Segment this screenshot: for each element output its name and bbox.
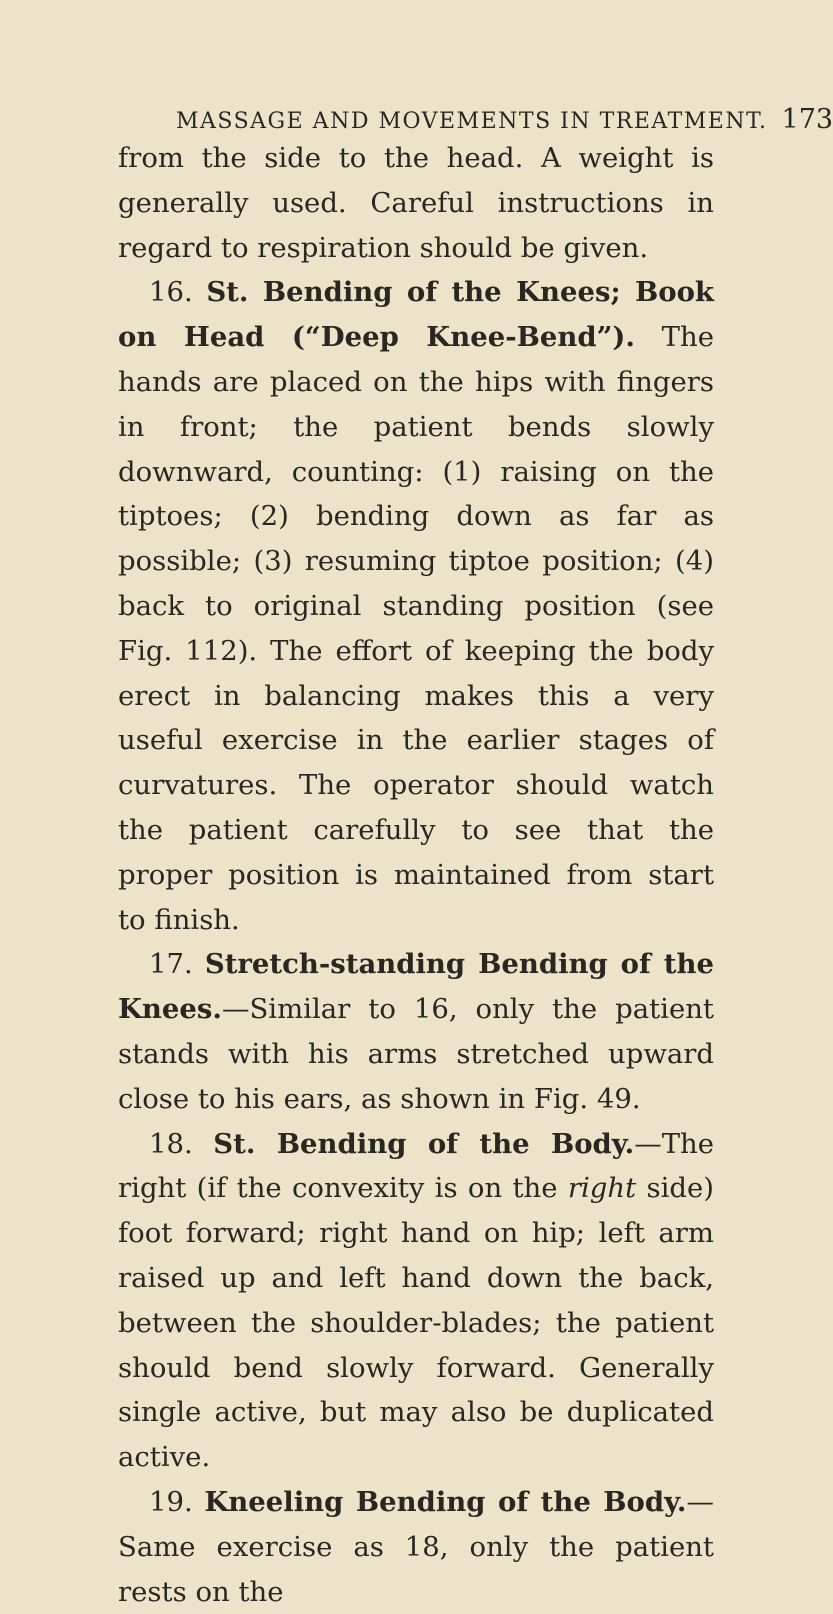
exercise-heading: Kneeling Bending of the Body. — [204, 1485, 687, 1518]
exercise-number: 16. — [149, 276, 193, 309]
running-header — [176, 104, 833, 135]
exercise-text: The hands are placed on the hips with fingers in front; the patient bends slowly downward, counting: (1) raising on the tiptoes; (2) bending down as far as possible; (3) resuming tiptoe position; (4) back to original standing position (see Fig. 112). The effort of keeping the body erect in balancing makes this a very useful exercise in the earlier stages of curvatures. The operator should watch the patient carefully to see that the proper position is maintained from start to finish. — [118, 321, 714, 936]
exercise-text: —Same exercise as 18, only the patient rests on the — [118, 1485, 714, 1608]
exercise-17 — [118, 942, 714, 1121]
exercise-18 — [118, 1122, 714, 1480]
exercise-19 — [118, 1480, 714, 1614]
exercise-heading: Stretch-standing Bending of the Knees. — [118, 948, 714, 1026]
exercise-text-after: side) foot forward; right hand on hip; left arm raised up and left hand down the back, between the shoulder-blades; the patient should bend slowly forward. Generally single active, but may also be duplicated active. — [118, 1172, 715, 1474]
running-title: MASSAGE AND MOVEMENTS IN TREATMENT. — [176, 109, 768, 134]
exercise-italic-word: right — [567, 1172, 637, 1205]
page-body — [118, 136, 714, 1614]
exercise-number: 19. — [149, 1485, 193, 1518]
paragraph-continuation — [118, 136, 714, 270]
page-number: 173 — [781, 104, 833, 135]
exercise-number: 17. — [149, 948, 193, 981]
exercise-16 — [118, 270, 714, 942]
exercise-number: 18. — [149, 1127, 193, 1160]
paragraph-text: from the side to the head. A weight is generally used. Careful instructions in regard to respiration should be given. — [118, 142, 714, 264]
exercise-heading: St. Bending of the Knees; Book on Head (“Deep Knee-Bend”). — [118, 276, 714, 354]
exercise-heading: St. Bending of the Body. — [213, 1127, 635, 1160]
exercise-text: —Similar to 16, only the patient stands with his arms stretched upward close to his ears, as shown in Fig. 49. — [118, 993, 714, 1115]
exercise-text-before: —The right (if the convexity is on the — [118, 1127, 715, 1205]
